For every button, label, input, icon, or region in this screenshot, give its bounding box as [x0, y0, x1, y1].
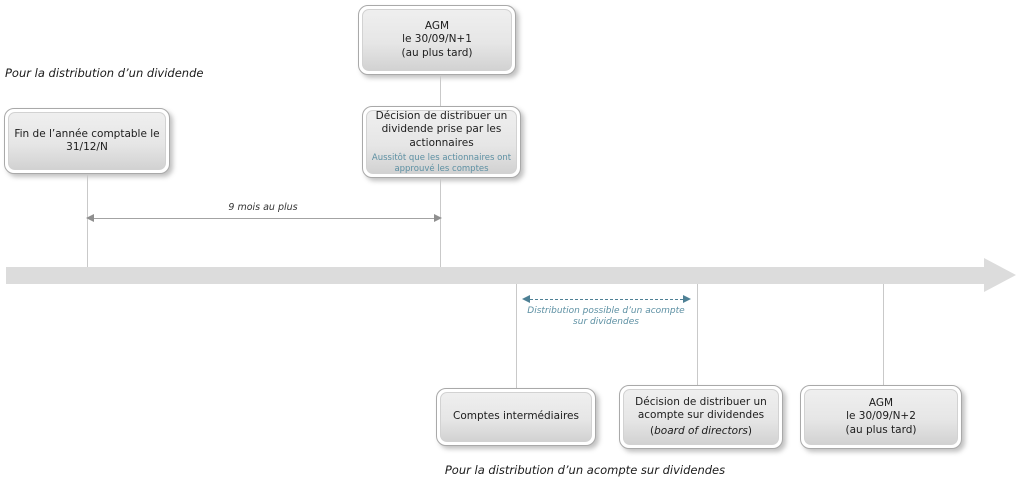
fin-annee-line2: 31/12/N: [66, 141, 108, 153]
decision-acompte-box-inner: [623, 389, 779, 445]
connector-decision-acompte: [697, 284, 698, 385]
agm-n1-line1: AGM: [424, 19, 450, 32]
agm-n1-line3: (au plus tard): [401, 46, 473, 59]
dividende-section-label: Pour la distribution d’un dividende: [5, 66, 204, 80]
acompte-period-label-line1: Distribution possible d’un acompte: [527, 306, 685, 316]
nine-months-arrowhead-left-icon: [86, 214, 94, 222]
paren-close: ): [747, 424, 752, 437]
timeline-bar: [6, 267, 984, 284]
connector-comptes: [516, 284, 517, 388]
fin-annee-line1: Fin de l’année comptable le: [14, 127, 160, 140]
connector-agm-n1: [440, 76, 441, 106]
acompte-period-arrow-line: [530, 299, 683, 300]
agm-n1-box: [358, 5, 516, 75]
agm-n2-box: [800, 385, 962, 449]
acompte-period-label: [518, 306, 694, 328]
decision-dividende-subline2: approuvé les comptes: [394, 163, 489, 174]
decision-dividende-line3: actionnaires: [409, 136, 474, 149]
decision-acompte-line1: Décision de distribuer un: [635, 395, 767, 408]
decision-dividende-subline1: Aussitôt que les actionnaires ont: [371, 153, 512, 164]
decision-dividende-line1: Décision de distribuer un: [375, 109, 508, 122]
decision-dividende-box-inner: [366, 110, 517, 174]
comptes-intermediaires-box: [436, 388, 596, 446]
nine-months-label: 9 mois au plus: [228, 202, 298, 213]
timeline-arrowhead-icon: [984, 258, 1016, 292]
agm-n2-line2: le 30/09/N+2: [846, 410, 916, 423]
board-of-directors-text: board of directors: [654, 424, 748, 437]
decision-dividende-line2: dividende prise par les: [381, 123, 502, 136]
comptes-intermediaires-box-inner: [440, 392, 592, 442]
decision-dividende-box: [362, 106, 521, 178]
agm-n2-line1: AGM: [868, 396, 894, 409]
decision-acompte-box: [619, 385, 783, 449]
paren-open: (: [650, 424, 655, 437]
decision-acompte-line3: [650, 425, 752, 439]
connector-decision-dividende: [440, 179, 441, 267]
connector-agm-n2: [883, 284, 884, 385]
agm-n2-box-inner: [804, 389, 958, 445]
agm-n2-line3: (au plus tard): [845, 423, 917, 436]
acompte-period-arrowhead-left-icon: [522, 295, 530, 303]
nine-months-arrowhead-right-icon: [434, 214, 442, 222]
fin-annee-box-inner: [8, 112, 166, 170]
acompte-period-label-line2: sur dividendes: [573, 317, 639, 327]
agm-n1-box-inner: [362, 9, 512, 71]
acompte-section-label: Pour la distribution d’un acompte sur dividendes: [444, 463, 726, 477]
decision-acompte-line2: acompte sur dividendes: [637, 409, 765, 422]
acompte-period-arrowhead-right-icon: [683, 295, 691, 303]
comptes-intermediaires-line1: Comptes intermédiaires: [453, 410, 579, 423]
nine-months-arrow-line: [93, 218, 434, 219]
fin-annee-box: [4, 108, 170, 174]
agm-n1-line2: le 30/09/N+1: [402, 33, 472, 46]
